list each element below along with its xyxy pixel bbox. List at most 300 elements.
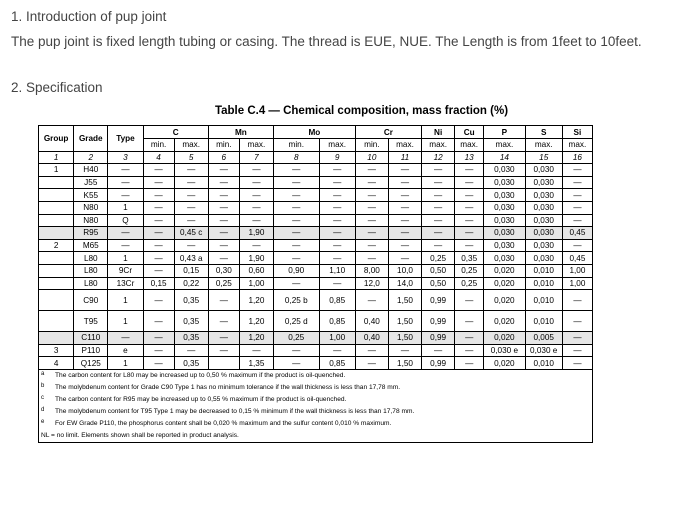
table-cell: 8,00	[355, 264, 388, 277]
table-cell: —	[455, 357, 484, 370]
table-cell: Q	[108, 214, 143, 227]
table-cell: 0,30	[208, 264, 239, 277]
table-cell: M65	[74, 239, 108, 252]
table-cell: —	[108, 227, 143, 240]
column-number: 14	[484, 151, 525, 164]
table-cell: 0,25	[208, 277, 239, 290]
table-cell: 1,35	[239, 357, 273, 370]
sub-header: max.	[422, 139, 455, 152]
footnote-key: d	[41, 406, 45, 413]
table-cell: 0,25	[455, 277, 484, 290]
table-cell: —	[388, 189, 421, 202]
sub-header: max.	[525, 139, 562, 152]
table-cell	[39, 277, 74, 290]
table-cell: 0,85	[319, 311, 355, 332]
column-number: 15	[525, 151, 562, 164]
table-cell: 0,43 a	[174, 252, 208, 265]
table-cell: e	[108, 344, 143, 357]
table-cell: H40	[74, 164, 108, 177]
col-header-grade: Grade	[74, 126, 108, 152]
column-number: 11	[388, 151, 421, 164]
table-cell: 3	[39, 344, 74, 357]
table-cell: —	[562, 189, 592, 202]
table-cell: —	[388, 176, 421, 189]
column-number: 10	[355, 151, 388, 164]
table-cell: —	[143, 252, 174, 265]
table-cell: —	[208, 332, 239, 345]
column-number: 16	[562, 151, 592, 164]
table-cell: 0,35	[174, 290, 208, 311]
table-cell: 0,030	[484, 227, 525, 240]
col-header-cr: Cr	[355, 126, 421, 139]
table-cell: —	[455, 332, 484, 345]
table-cell: 9Cr	[108, 264, 143, 277]
table-cell: 10,0	[388, 264, 421, 277]
table-cell: 0,99	[422, 311, 455, 332]
table-cell	[208, 357, 239, 370]
table-cell: 0,030 e	[525, 344, 562, 357]
table-cell: 1,50	[388, 332, 421, 345]
table-cell: 0,030	[525, 227, 562, 240]
table-cell: —	[208, 176, 239, 189]
table-row	[39, 252, 593, 265]
table-cell: 12,0	[355, 277, 388, 290]
table-cell: —	[319, 189, 355, 202]
sub-header: max.	[388, 139, 421, 152]
table-cell: —	[455, 344, 484, 357]
table-cell: —	[143, 357, 174, 370]
table-cell: —	[274, 239, 320, 252]
table-cell: —	[143, 214, 174, 227]
footnote-text: The carbon content for R95 may be increased up to 0,55 % maximum if the product is oil-quenched.	[55, 396, 347, 404]
table-cell	[39, 252, 74, 265]
table-cell: —	[422, 344, 455, 357]
column-number: 3	[108, 151, 143, 164]
intro-paragraph: The pup joint is fixed length tubing or casing. The thread is EUE, NUE. The Length is from 1feet to 10feet.	[11, 34, 642, 49]
footnote	[39, 406, 592, 418]
table-cell: —	[422, 164, 455, 177]
col-header-c: C	[143, 126, 208, 139]
table-cell: —	[239, 344, 273, 357]
table-cell: —	[143, 227, 174, 240]
table-cell: —	[208, 214, 239, 227]
table-cell: —	[208, 311, 239, 332]
table-cell: —	[174, 189, 208, 202]
table-cell: 1,50	[388, 311, 421, 332]
table-cell: 1	[39, 164, 74, 177]
footnote-key: b	[41, 382, 45, 389]
table-cell: 0,010	[525, 290, 562, 311]
table-cell: —	[208, 227, 239, 240]
table-cell: 0,85	[319, 357, 355, 370]
table-cell: —	[562, 201, 592, 214]
table-cell: 0,25	[455, 264, 484, 277]
table-cell: 0,030	[484, 252, 525, 265]
table-cell: —	[143, 164, 174, 177]
table-cell	[39, 214, 74, 227]
column-number: 9	[319, 151, 355, 164]
table-cell: 0,020	[484, 357, 525, 370]
table-cell: —	[355, 227, 388, 240]
table-cell: 0,35	[174, 332, 208, 345]
table-cell: —	[422, 189, 455, 202]
table-cell: —	[455, 164, 484, 177]
table-cell: 1	[108, 201, 143, 214]
table-cell: —	[562, 344, 592, 357]
table-cell: 0,020	[484, 311, 525, 332]
column-number: 5	[174, 151, 208, 164]
table-cell: —	[274, 201, 320, 214]
table-cell: —	[208, 239, 239, 252]
table-cell: —	[355, 290, 388, 311]
table-cell: —	[108, 176, 143, 189]
table-cell: 1	[108, 290, 143, 311]
sub-header: max.	[562, 139, 592, 152]
table-row	[39, 264, 593, 277]
table-cell: 0,030	[525, 201, 562, 214]
column-number: 2	[74, 151, 108, 164]
table-cell: 1,10	[319, 264, 355, 277]
table-cell: 0,99	[422, 290, 455, 311]
table-cell: —	[143, 290, 174, 311]
table-footnotes	[39, 370, 592, 442]
table-cell: 1,00	[562, 264, 592, 277]
table-cell: 0,25 b	[274, 290, 320, 311]
table-cell: —	[143, 239, 174, 252]
table-cell	[39, 201, 74, 214]
table-cell: N80	[74, 201, 108, 214]
table-cell	[39, 264, 74, 277]
table-cell: —	[143, 311, 174, 332]
table-cell: 0,35	[455, 252, 484, 265]
table-cell: —	[208, 290, 239, 311]
table-cell	[39, 189, 74, 202]
col-header-s: S	[525, 126, 562, 139]
table-row	[39, 357, 593, 370]
table-caption: Table C.4 — Chemical composition, mass fraction (%)	[214, 105, 509, 117]
table-cell: 0,22	[174, 277, 208, 290]
table-cell: —	[562, 176, 592, 189]
table-row	[39, 277, 593, 290]
table-cell: —	[455, 311, 484, 332]
sub-header: max.	[455, 139, 484, 152]
table-cell: —	[319, 214, 355, 227]
table-cell: 0,15	[174, 264, 208, 277]
table-cell: —	[388, 214, 421, 227]
table-cell: 4	[39, 357, 74, 370]
table-cell	[39, 290, 74, 311]
table-cell: —	[319, 252, 355, 265]
table-cell: 0,99	[422, 332, 455, 345]
table-row	[39, 214, 593, 227]
table-cell: 0,50	[422, 277, 455, 290]
table-cell: —	[108, 164, 143, 177]
table-cell: —	[355, 176, 388, 189]
col-header-ni: Ni	[422, 126, 455, 139]
footnote	[39, 418, 592, 430]
col-header-p: P	[484, 126, 525, 139]
table-cell: 1,00	[319, 332, 355, 345]
table-cell: P110	[74, 344, 108, 357]
table-cell: 0,030	[484, 189, 525, 202]
table-cell: —	[274, 357, 320, 370]
table-cell: —	[174, 214, 208, 227]
sub-header: min.	[143, 139, 174, 152]
table-cell: —	[319, 344, 355, 357]
table-cell: —	[355, 239, 388, 252]
table-cell: 0,25 d	[274, 311, 320, 332]
footnote	[39, 382, 592, 394]
table-cell: —	[422, 239, 455, 252]
table-cell: —	[388, 164, 421, 177]
footnote-text: The molybdenum content for Grade C90 Type 1 has no minimum tolerance if the wall thickness is less than 17,78 mm.	[55, 384, 401, 392]
table-cell: —	[208, 164, 239, 177]
table-cell: 0,030	[484, 176, 525, 189]
table-cell: 1,90	[239, 227, 273, 240]
table-cell: —	[355, 214, 388, 227]
table-cell: —	[274, 189, 320, 202]
table-cell: —	[274, 344, 320, 357]
table-cell: —	[239, 176, 273, 189]
footnote-text: The molybdenum content for T95 Type 1 may be decreased to 0,15 % minimum if the wall thickness is less than 17,78 mm.	[55, 408, 415, 416]
table-cell: 0,45	[562, 227, 592, 240]
notes-row	[39, 369, 593, 442]
table-cell: Q125	[74, 357, 108, 370]
table-cell: —	[208, 344, 239, 357]
table-cell: —	[239, 214, 273, 227]
table-cell: 1,00	[239, 277, 273, 290]
table-cell: —	[422, 227, 455, 240]
table-cell: 0,030	[525, 214, 562, 227]
spec-table-wrapper	[38, 125, 593, 443]
footnote-text: NL = no limit. Elements shown shall be reported in product analysis.	[41, 432, 239, 440]
header-row	[39, 126, 593, 139]
table-cell: 0,45	[562, 252, 592, 265]
table-cell: 0,99	[422, 357, 455, 370]
table-row	[39, 290, 593, 311]
table-cell: —	[455, 214, 484, 227]
table-cell: —	[143, 176, 174, 189]
table-cell: 0,25	[422, 252, 455, 265]
table-row	[39, 227, 593, 240]
table-cell: 0,020	[484, 332, 525, 345]
table-cell: —	[143, 189, 174, 202]
table-cell: —	[239, 201, 273, 214]
col-header-cu: Cu	[455, 126, 484, 139]
footnote-text: The carbon content for L80 may be increased up to 0,50 % maximum if the product is oil-quenched.	[55, 372, 346, 380]
table-cell: L80	[74, 252, 108, 265]
footnote	[39, 394, 592, 406]
sub-header: min.	[208, 139, 239, 152]
col-header-mo: Mo	[274, 126, 356, 139]
table-cell: —	[562, 214, 592, 227]
table-cell: K55	[74, 189, 108, 202]
table-cell: —	[319, 239, 355, 252]
table-cell: —	[355, 344, 388, 357]
column-number: 6	[208, 151, 239, 164]
col-header-si: Si	[562, 126, 592, 139]
table-cell: —	[174, 201, 208, 214]
table-cell: T95	[74, 311, 108, 332]
table-cell: 0,030	[525, 239, 562, 252]
table-cell: —	[274, 176, 320, 189]
table-cell: —	[422, 201, 455, 214]
table-cell: 1,20	[239, 290, 273, 311]
table-cell: 1,90	[239, 252, 273, 265]
table-cell	[39, 176, 74, 189]
table-cell: —	[562, 311, 592, 332]
column-number: 7	[239, 151, 273, 164]
table-cell: —	[355, 201, 388, 214]
table-cell: —	[455, 227, 484, 240]
table-cell: —	[355, 357, 388, 370]
table-cell: —	[319, 227, 355, 240]
table-cell: —	[455, 176, 484, 189]
table-cell: —	[143, 201, 174, 214]
table-cell: 0,50	[422, 264, 455, 277]
table-cell: —	[355, 189, 388, 202]
table-cell: —	[143, 264, 174, 277]
sub-header: max.	[174, 139, 208, 152]
column-number: 1	[39, 151, 74, 164]
table-cell: C90	[74, 290, 108, 311]
sub-header: min.	[355, 139, 388, 152]
col-header-mn: Mn	[208, 126, 273, 139]
sub-header: max.	[484, 139, 525, 152]
table-cell: —	[208, 252, 239, 265]
table-row	[39, 189, 593, 202]
table-cell: —	[355, 164, 388, 177]
table-cell: —	[422, 214, 455, 227]
table-cell: —	[562, 332, 592, 345]
table-cell: 0,030	[484, 201, 525, 214]
footnote-key: e	[41, 418, 45, 425]
table-cell: —	[239, 239, 273, 252]
table-cell: 14,0	[388, 277, 421, 290]
table-cell: —	[174, 176, 208, 189]
table-cell: —	[174, 239, 208, 252]
table-cell: 0,030	[484, 164, 525, 177]
table-cell: —	[388, 227, 421, 240]
column-number-row	[39, 151, 593, 164]
table-cell: —	[319, 277, 355, 290]
table-cell: N80	[74, 214, 108, 227]
table-cell: 0,030	[484, 214, 525, 227]
table-cell: —	[239, 189, 273, 202]
table-cell: 1,20	[239, 311, 273, 332]
table-row	[39, 332, 593, 345]
table-cell: —	[562, 239, 592, 252]
table-cell: —	[455, 189, 484, 202]
table-cell: —	[174, 164, 208, 177]
table-cell: —	[562, 357, 592, 370]
table-cell: 13Cr	[108, 277, 143, 290]
table-cell: —	[174, 344, 208, 357]
table-cell: —	[108, 189, 143, 202]
table-cell: 0,030	[525, 176, 562, 189]
table-cell: —	[562, 164, 592, 177]
table-cell: 0,40	[355, 332, 388, 345]
table-cell: —	[355, 252, 388, 265]
table-cell: 0,35	[174, 357, 208, 370]
table-cell: 1	[108, 357, 143, 370]
col-header-group: Group	[39, 126, 74, 152]
column-number: 12	[422, 151, 455, 164]
table-cell: C110	[74, 332, 108, 345]
table-cell: 0,020	[484, 277, 525, 290]
sub-header: max.	[319, 139, 355, 152]
table-cell: L80	[74, 264, 108, 277]
table-cell: —	[319, 176, 355, 189]
column-number: 13	[455, 151, 484, 164]
footnote	[39, 430, 592, 442]
footnote-text: For EW Grade P110, the phosphorus content shall be 0,020 % maximum and the sulfur content 0,010 % maximum.	[55, 420, 392, 428]
table-cell: 1,50	[388, 290, 421, 311]
table-cell: 1,20	[239, 332, 273, 345]
table-cell: 0,35	[174, 311, 208, 332]
table-cell: —	[108, 239, 143, 252]
table-cell: 0,45 c	[174, 227, 208, 240]
table-cell: —	[455, 290, 484, 311]
table-cell: 1,00	[562, 277, 592, 290]
footnote-key: a	[41, 370, 45, 377]
section-heading-spec: 2. Specification	[11, 80, 103, 95]
table-cell	[39, 332, 74, 345]
table-cell: R95	[74, 227, 108, 240]
table-cell: —	[388, 344, 421, 357]
section-heading-intro: 1. Introduction of pup joint	[11, 9, 167, 24]
table-cell	[39, 311, 74, 332]
table-cell: 0,030	[525, 252, 562, 265]
table-cell: —	[319, 164, 355, 177]
table-cell: 0,005	[525, 332, 562, 345]
table-cell: 0,010	[525, 357, 562, 370]
table-cell: —	[455, 239, 484, 252]
table-cell: 1	[108, 311, 143, 332]
column-number: 8	[274, 151, 320, 164]
table-cell: 0,010	[525, 264, 562, 277]
table-cell: —	[108, 332, 143, 345]
table-cell: 0,010	[525, 277, 562, 290]
table-cell: 0,030	[484, 239, 525, 252]
table-cell: —	[274, 252, 320, 265]
sub-header: min.	[274, 139, 320, 152]
table-cell: —	[562, 290, 592, 311]
table-cell: —	[274, 227, 320, 240]
table-cell: —	[143, 332, 174, 345]
table-cell: —	[388, 201, 421, 214]
table-cell	[39, 227, 74, 240]
table-cell: L80	[74, 277, 108, 290]
table-cell: 0,15	[143, 277, 174, 290]
table-cell: 0,25	[274, 332, 320, 345]
table-cell: 0,030	[525, 189, 562, 202]
table-row	[39, 164, 593, 177]
column-number: 4	[143, 151, 174, 164]
table-cell: —	[274, 277, 320, 290]
table-row	[39, 311, 593, 332]
table-cell: —	[455, 201, 484, 214]
table-cell: 0,60	[239, 264, 273, 277]
table-cell: 0,020	[484, 290, 525, 311]
footnote-key: c	[41, 394, 44, 401]
table-cell: 0,020	[484, 264, 525, 277]
notes-cell	[39, 369, 593, 442]
table-cell: —	[274, 214, 320, 227]
sub-header: max.	[239, 139, 273, 152]
table-row	[39, 239, 593, 252]
table-cell: 0,40	[355, 311, 388, 332]
